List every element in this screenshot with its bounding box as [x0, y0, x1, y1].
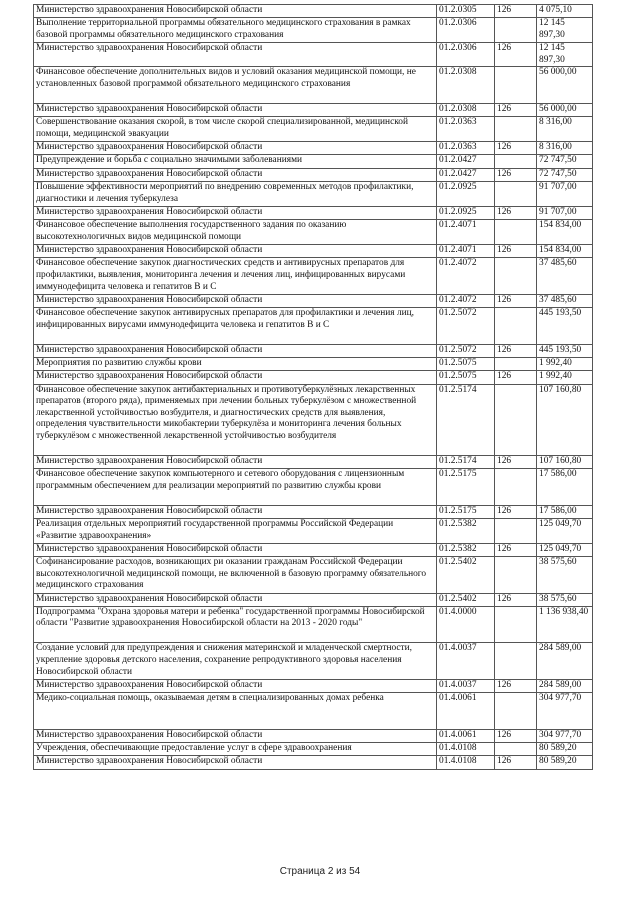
row-code: 01.2.5175 — [437, 469, 495, 506]
row-org: 126 — [495, 206, 537, 219]
table-row — [34, 220, 593, 245]
row-sum: 4 075,10 — [537, 5, 593, 18]
row-org — [495, 220, 537, 245]
row-name: Подпрограмма "Охрана здоровья матери и ребенка" государственной программы Новосибирской области "Развитие здравоохранения Новосибирской области на 2013 - 2020 годы" — [34, 606, 437, 643]
row-code: 01.2.5402 — [437, 593, 495, 606]
table-row — [34, 357, 593, 370]
row-code: 01.4.0108 — [437, 742, 495, 755]
row-sum: 91 707,00 — [537, 206, 593, 219]
row-sum: 38 575,60 — [537, 593, 593, 606]
row-name: Министерство здравоохранения Новосибирской области — [34, 505, 437, 518]
row-sum: 445 193,50 — [537, 308, 593, 345]
row-code: 01.2.0306 — [437, 43, 495, 67]
table-row — [34, 518, 593, 543]
row-name: Софинансирование расходов, возникающих ри оказании гражданам Российской Федерации высокотехнологичной медицинской помощи, не включенной в базовую программу обязательного медицинского страхования — [34, 557, 437, 594]
row-code: 01.2.4071 — [437, 220, 495, 245]
row-name: Предупреждение и борьба с социально значимыми заболеваниями — [34, 155, 437, 168]
row-name: Министерство здравоохранения Новосибирской области — [34, 206, 437, 219]
row-sum: 91 707,00 — [537, 181, 593, 206]
budget-table — [33, 4, 593, 770]
table-row — [34, 384, 593, 455]
row-org: 126 — [495, 245, 537, 258]
table-row — [34, 308, 593, 345]
row-org — [495, 643, 537, 680]
table-row — [34, 5, 593, 18]
row-code: 01.2.5072 — [437, 308, 495, 345]
row-name: Министерство здравоохранения Новосибирской области — [34, 142, 437, 155]
row-code: 01.2.5382 — [437, 518, 495, 543]
row-sum: 154 834,00 — [537, 245, 593, 258]
row-name: Медико-социальная помощь, оказываемая детям в специализированных домах ребенка — [34, 693, 437, 730]
table-row — [34, 155, 593, 168]
row-name: Создание условий для предупреждения и снижения материнской и младенческой смертности, укрепление здоровья детского населения, сохранение репродуктивного здоровья населения Новосибирской области — [34, 643, 437, 680]
row-code: 01.4.0000 — [437, 606, 495, 643]
table-row — [34, 756, 593, 769]
row-name: Министерство здравоохранения Новосибирской области — [34, 371, 437, 384]
row-code: 01.2.4072 — [437, 258, 495, 295]
row-code: 01.4.0037 — [437, 679, 495, 692]
row-code: 01.2.0925 — [437, 206, 495, 219]
row-sum: 8 316,00 — [537, 142, 593, 155]
row-org: 126 — [495, 455, 537, 468]
row-name: Мероприятия по развитию службы крови — [34, 357, 437, 370]
table-row — [34, 643, 593, 680]
row-sum: 38 575,60 — [537, 557, 593, 594]
table-row — [34, 469, 593, 506]
row-name: Министерство здравоохранения Новосибирской области — [34, 756, 437, 769]
row-sum: 17 586,00 — [537, 469, 593, 506]
row-code: 01.2.0306 — [437, 18, 495, 43]
row-sum: 72 747,50 — [537, 155, 593, 168]
row-sum: 304 977,70 — [537, 729, 593, 742]
row-code: 01.2.5382 — [437, 543, 495, 556]
row-name: Финансовое обеспечение закупок диагностических средств и антивирусных препаратов для профилактики, выявления, мониторинга лечения и лечения лиц, инфицированных вирусами иммунодефицита человека и гепатитов В и С — [34, 258, 437, 295]
row-name: Министерство здравоохранения Новосибирской области — [34, 245, 437, 258]
row-code: 01.2.0427 — [437, 168, 495, 181]
row-sum: 154 834,00 — [537, 220, 593, 245]
row-sum: 125 049,70 — [537, 518, 593, 543]
table-row — [34, 505, 593, 518]
row-code: 01.2.5075 — [437, 357, 495, 370]
table-row — [34, 206, 593, 219]
table-row — [34, 742, 593, 755]
row-org: 126 — [495, 142, 537, 155]
row-name: Министерство здравоохранения Новосибирской области — [34, 455, 437, 468]
table-row — [34, 258, 593, 295]
row-org: 126 — [495, 729, 537, 742]
row-code: 01.2.4071 — [437, 245, 495, 258]
table-row — [34, 371, 593, 384]
row-sum: 284 589,00 — [537, 679, 593, 692]
row-org — [495, 67, 537, 104]
row-org — [495, 258, 537, 295]
row-sum: 125 049,70 — [537, 543, 593, 556]
row-name: Министерство здравоохранения Новосибирской области — [34, 294, 437, 307]
row-name: Совершенствование оказания скорой, в том числе скорой специализированной, медицинской помощи, медицинской эвакуации — [34, 117, 437, 142]
row-name: Министерство здравоохранения Новосибирской области — [34, 729, 437, 742]
row-sum: 107 160,80 — [537, 455, 593, 468]
table-row — [34, 103, 593, 116]
row-name: Министерство здравоохранения Новосибирской области — [34, 43, 437, 67]
row-name: Министерство здравоохранения Новосибирской области — [34, 543, 437, 556]
row-code: 01.2.0308 — [437, 103, 495, 116]
row-org: 126 — [495, 103, 537, 116]
table-row — [34, 142, 593, 155]
row-org — [495, 384, 537, 455]
row-name: Финансовое обеспечение закупок компьютерного и сетевого оборудования с лицензионным программным обеспечением для реализации мероприятий по развитию службы крови — [34, 469, 437, 506]
row-name: Финансовое обеспечение выполнения государственного задания по оказанию высокотехнологичных видов медицинской помощи — [34, 220, 437, 245]
table-row — [34, 455, 593, 468]
row-org — [495, 155, 537, 168]
row-org — [495, 308, 537, 345]
row-org: 126 — [495, 168, 537, 181]
table-row — [34, 344, 593, 357]
row-sum: 445 193,50 — [537, 344, 593, 357]
row-code: 01.4.0108 — [437, 756, 495, 769]
row-sum: 1 992,40 — [537, 357, 593, 370]
row-code: 01.2.4072 — [437, 294, 495, 307]
row-name: Министерство здравоохранения Новосибирской области — [34, 344, 437, 357]
row-name: Повышение эффективности мероприятий по внедрению современных методов профилактики, диагностики и лечения туберкулеза — [34, 181, 437, 206]
table-row — [34, 181, 593, 206]
row-org — [495, 557, 537, 594]
row-sum: 1 136 938,40 — [537, 606, 593, 643]
page-footer: Страница 2 из 54 — [279, 866, 361, 877]
table-row — [34, 693, 593, 730]
row-name: Финансовое обеспечение закупок антивирусных препаратов для профилактики и лечения лиц, инфицированных вирусами иммунодефицита человека и гепатитов В и С — [34, 308, 437, 345]
table-row — [34, 606, 593, 643]
row-code: 01.2.5402 — [437, 557, 495, 594]
row-org: 126 — [495, 543, 537, 556]
row-sum: 80 589,20 — [537, 756, 593, 769]
row-name: Министерство здравоохранения Новосибирской области — [34, 593, 437, 606]
row-name: Выполнение территориальной программы обязательного медицинского страхования в рамках базовой программы обязательного медицинского страхования — [34, 18, 437, 43]
row-org — [495, 18, 537, 43]
row-code: 01.2.0925 — [437, 181, 495, 206]
row-name: Учреждения, обеспечивающие предоставление услуг в сфере здравоохранения — [34, 742, 437, 755]
row-sum: 304 977,70 — [537, 693, 593, 730]
row-name: Финансовое обеспечение закупок антибактериальных и противотуберкулёзных лекарственных препаратов (второго ряда), применяемых при лечении больных туберкулёзом с множественной лекарственной устойчивостью возбудителя, и диагностических средств для выявления, определения чувствительности микобактерии туберкулёза и мониторинга лечения больных туберкулёзом с множественной лекарственной устойчивостью возбудителя — [34, 384, 437, 455]
row-sum: 284 589,00 — [537, 643, 593, 680]
table-row — [34, 168, 593, 181]
table-row — [34, 245, 593, 258]
row-name: Министерство здравоохранения Новосибирской области — [34, 103, 437, 116]
row-code: 01.2.5075 — [437, 371, 495, 384]
table-row — [34, 729, 593, 742]
row-sum: 72 747,50 — [537, 168, 593, 181]
row-org: 126 — [495, 344, 537, 357]
row-code: 01.4.0061 — [437, 693, 495, 730]
row-org: 126 — [495, 679, 537, 692]
row-code: 01.2.0363 — [437, 142, 495, 155]
row-sum: 12 145 897,30 — [537, 43, 593, 67]
row-org — [495, 117, 537, 142]
row-code: 01.2.5174 — [437, 455, 495, 468]
row-org — [495, 606, 537, 643]
row-name: Реализация отдельных мероприятий государственной программы Российской Федерации «Развитие здравоохранения» — [34, 518, 437, 543]
row-org: 126 — [495, 756, 537, 769]
table-row — [34, 543, 593, 556]
row-code: 01.2.0363 — [437, 117, 495, 142]
row-code: 01.4.0037 — [437, 643, 495, 680]
row-sum: 37 485,60 — [537, 258, 593, 295]
row-code: 01.2.5072 — [437, 344, 495, 357]
row-sum: 80 589,20 — [537, 742, 593, 755]
table-row — [34, 43, 593, 67]
row-name: Министерство здравоохранения Новосибирской области — [34, 679, 437, 692]
row-org: 126 — [495, 5, 537, 18]
row-org: 126 — [495, 371, 537, 384]
table-row — [34, 679, 593, 692]
row-code: 01.2.5175 — [437, 505, 495, 518]
row-code: 01.2.0308 — [437, 67, 495, 104]
row-sum: 17 586,00 — [537, 505, 593, 518]
table-row — [34, 117, 593, 142]
row-name: Финансовое обеспечение дополнительных видов и условий оказания медицинской помощи, не установленных базовой программой обязательного медицинского страхования — [34, 67, 437, 104]
row-name: Министерство здравоохранения Новосибирской области — [34, 5, 437, 18]
row-sum: 56 000,00 — [537, 67, 593, 104]
budget-table-body — [34, 5, 593, 770]
row-org — [495, 518, 537, 543]
table-row — [34, 18, 593, 43]
row-org — [495, 357, 537, 370]
row-org: 126 — [495, 593, 537, 606]
row-code: 01.4.0061 — [437, 729, 495, 742]
table-row — [34, 294, 593, 307]
row-sum: 56 000,00 — [537, 103, 593, 116]
row-org — [495, 693, 537, 730]
row-org — [495, 742, 537, 755]
row-sum: 8 316,00 — [537, 117, 593, 142]
table-row — [34, 67, 593, 104]
row-org: 126 — [495, 505, 537, 518]
row-org — [495, 181, 537, 206]
table-row — [34, 593, 593, 606]
row-code: 01.2.0427 — [437, 155, 495, 168]
row-code: 01.2.0305 — [437, 5, 495, 18]
row-code: 01.2.5174 — [437, 384, 495, 455]
row-sum: 12 145 897,30 — [537, 18, 593, 43]
row-name: Министерство здравоохранения Новосибирской области — [34, 168, 437, 181]
row-sum: 1 992,40 — [537, 371, 593, 384]
row-sum: 107 160,80 — [537, 384, 593, 455]
row-sum: 37 485,60 — [537, 294, 593, 307]
row-org: 126 — [495, 294, 537, 307]
table-row — [34, 557, 593, 594]
row-org: 126 — [495, 43, 537, 67]
row-org — [495, 469, 537, 506]
